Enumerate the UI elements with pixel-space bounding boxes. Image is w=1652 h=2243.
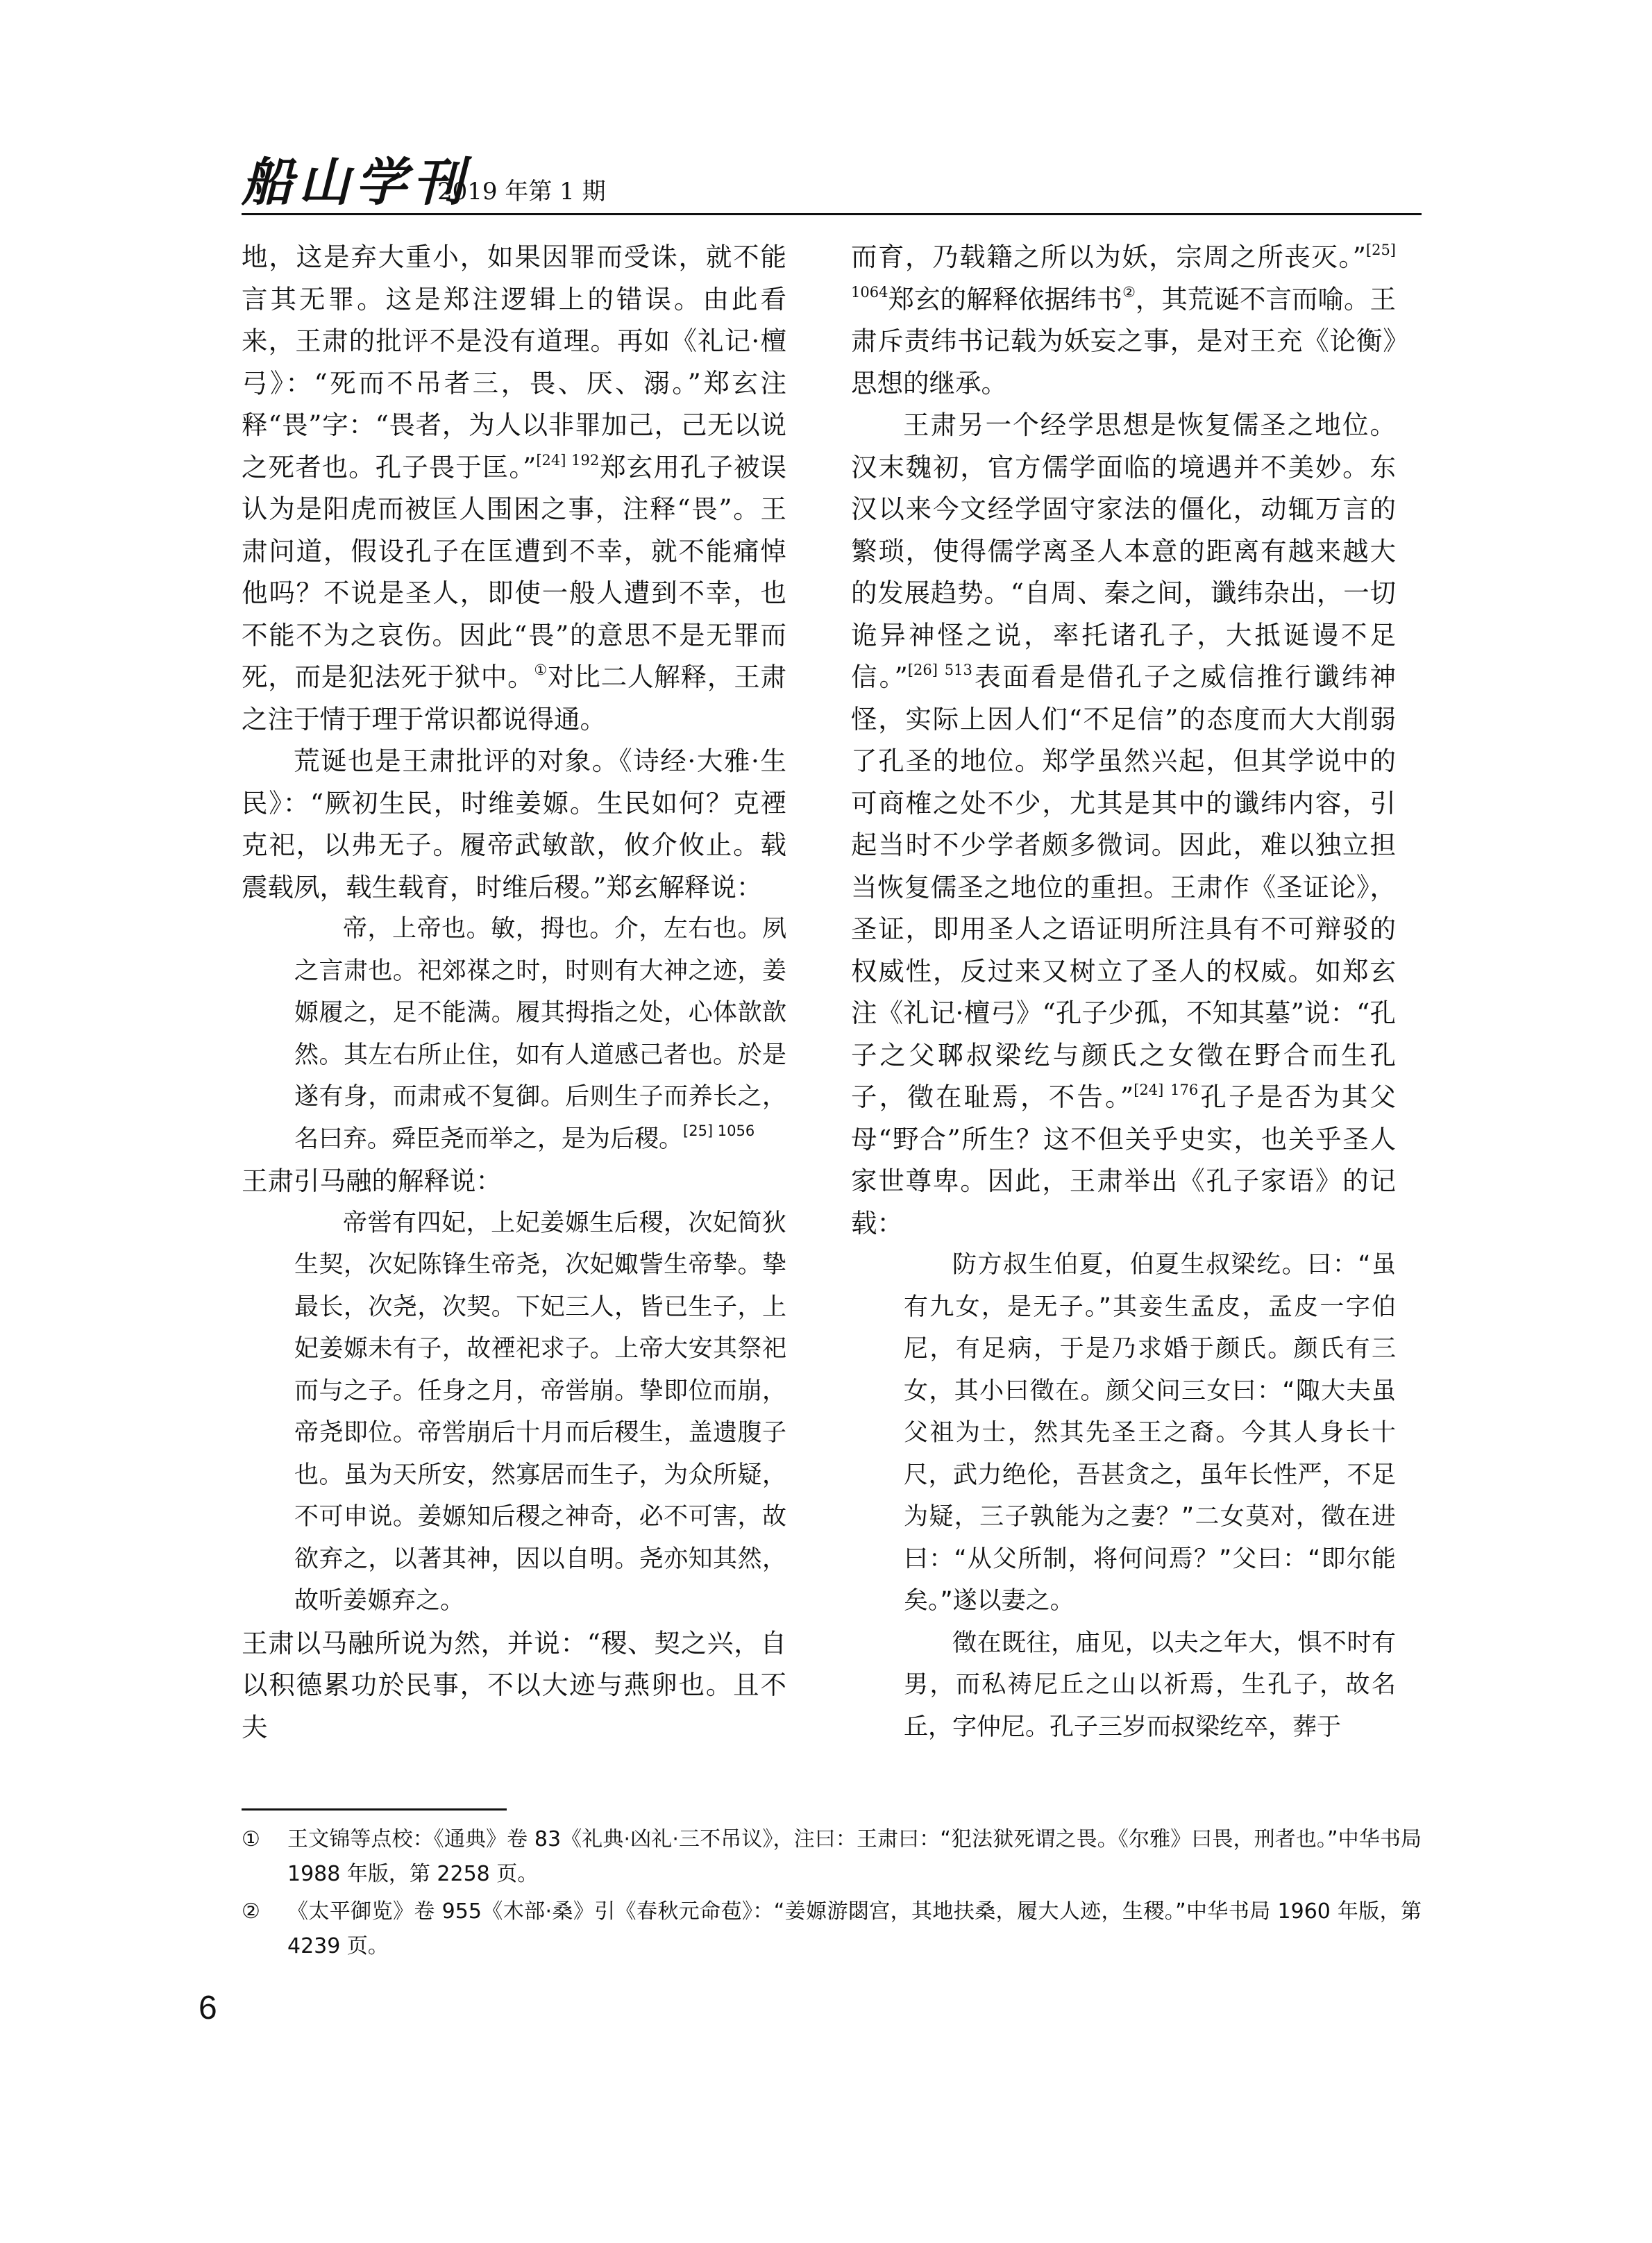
paragraph xyxy=(242,236,786,740)
citation-ref: [25] 1064 xyxy=(851,242,1396,301)
paragraph-text: 表面看是借孔子之威信推行谶纬神怪，实际上因人们“不足信”的态度而大大削弱了孔圣的地位。郑学虽然兴起，但其学说中的可商榷之处不少，尤其是其中的谶纬内容，引起当时不少学者颇多微词。因此，难以独立担当恢复儒圣之地位的重担。王肃作《圣证论》，圣证，即用圣人之语证明所注具有不可辩驳的权威性，反过来又树立了圣人的权威。如郑玄注《礼记·檀弓》“孔子少孤，不知其墓”说：“孔子之父郰叔梁纥与颜氏之女徵在野合而生孔子，徵在耻焉，不告。” xyxy=(851,662,1396,1112)
block-quote xyxy=(242,908,786,1160)
paragraph xyxy=(851,236,1396,404)
paragraph-text: ，其荒诞不言而喻。王肃斥责纬书记载为妖妄之事，是对王充《论衡》思想的继承。 xyxy=(851,283,1397,398)
paragraph: 王肃以马融所说为然，并说：“稷、契之兴，自以积德累功於民事，不以大迹与燕卵也。且不夫 xyxy=(242,1627,786,1742)
paragraph-text: 而育，乃载籍之所以为妖，宗周之所丧灭。” xyxy=(851,242,1366,272)
footnote-mark: ① xyxy=(242,1827,260,1851)
citation-ref: [24] 192 xyxy=(536,451,600,469)
paragraph xyxy=(851,404,1396,1244)
journal-logo: 船山学刊 xyxy=(242,153,469,212)
page-header xyxy=(242,147,1422,217)
paragraph-text: 对比二人解释，王肃之注于情于理于常识都说得通。 xyxy=(242,662,787,734)
footnote-text: 王文锦等点校：《通典》卷 83《礼典·凶礼·三不吊议》，注曰：王肃曰：“犯法狱死谓之畏。《尔雅》曰畏，刑者也。”中华书局 1988 年版，第 2258 页。 xyxy=(287,1827,1422,1886)
footnotes xyxy=(242,1822,1422,1967)
quote-text: 帝，上帝也。敏，拇也。介，左右也。夙之言肃也。祀郊禖之时，时则有大神之迹，姜嫄履之，足不能满。履其拇指之处，心体歆歆然。其左右所止住，如有人道感己者也。於是遂有身，而肃戒不复御。后则生子而养长之，名曰弃。舜臣尧而举之，是为后稷。 xyxy=(294,915,786,1153)
footnote-ref: ② xyxy=(1122,283,1136,301)
paragraph-text: 地，这是弃大重小，如果因罪而受诛，就不能言其无罪。这是郑注逻辑上的错误。由此看来，王肃的批评不是没有道理。再如《礼记·檀弓》：“死而不吊者三，畏、厌、溺。”郑玄注释“畏”字：“畏者，为人以非罪加己，己无以说之死者也。孔子畏于匡。” xyxy=(242,242,786,482)
paragraph-text: 郑玄用孔子被误认为是阳虎而被匡人围困之事，注释“畏”。王肃问道，假设孔子在匡遭到不幸，就不能痛悼他吗？不说是圣人，即使一般人遭到不幸，也不能不为之哀伤。因此“畏”的意思不是无罪而死，而是犯法死于狱中。 xyxy=(242,451,786,692)
block-quote: 防方叔生伯夏，伯夏生叔梁纥。曰：“虽有九女，是无子。”其妾生孟皮，孟皮一字伯尼，有足病，于是乃求婚于颜氏。颜氏有三女，其小曰徵在。颜父问三女曰：“陬大夫虽父祖为士，然其先圣王之裔。今其人身长十尺，武力绝伦，吾甚贪之，虽年长性严，不足为疑，三子孰能为之妻？”二女莫对，徵在进曰：“从父所制，将何问焉？”父曰：“即尔能矣。”遂以妻之。 xyxy=(904,1251,1396,1615)
footnote-mark: ② xyxy=(242,1899,260,1924)
paragraph-text: 孔子是否为其父母“野合”所生？这不但关乎史实，也关乎圣人家世尊卑。因此，王肃举出《孔子家语》的记载： xyxy=(851,1082,1396,1238)
paragraph: 王肃引马融的解释说： xyxy=(242,1166,502,1196)
block-quote: 帝喾有四妃，上妃姜嫄生后稷，次妃简狄生契，次妃陈锋生帝尧，次妃娵訾生帝挚。挚最长，次尧，次契。下妃三人，皆已生子，上妃姜嫄未有子，故禋祀求子。上帝大安其祭祀而与之子。任身之月，帝喾崩。挚即位而崩，帝尧即位。帝喾崩后十月而后稷生，盖遗腹子也。虽为天所安，然寡居而生子，为众所疑，不可申说。姜嫄知后稷之神奇，必不可害，故欲弃之，以著其神，因以自明。尧亦知其然，故听姜嫄弃之。 xyxy=(294,1209,786,1615)
paragraph: 荒诞也是王肃批评的对象。《诗经·大雅·生民》：“厥初生民，时维姜嫄。生民如何？克禋克祀，以弗无子。履帝武敏歆，攸介攸止。载震载夙，载生载育，时维后稷。”郑玄解释说： xyxy=(242,746,786,902)
footnote-text: 《太平御览》卷 955《木部·桑》引《春秋元命苞》：“姜嫄游閟宫，其地扶桑，履大人迹，生稷。”中华书局 1960 年版，第 4239 页。 xyxy=(287,1899,1422,1958)
issue-label: 2019 年第 1 期 xyxy=(437,178,606,205)
footnote xyxy=(242,1895,1422,1964)
header-rule xyxy=(242,213,1422,215)
left-column xyxy=(242,236,786,1748)
citation-ref: [25] 1056 xyxy=(683,1122,755,1139)
paragraph-text: 王肃另一个经学思想是恢复儒圣之地位。汉末魏初，官方儒学面临的境遇并不美妙。东汉以来今文经学固守家法的僵化，动辄万言的繁琐，使得儒学离圣人本意的距离有越来越大的发展趋势。“自周、秦之间，谶纬杂出，一切诡异神怪之说，率托诸孔子，大抵诞谩不足信。” xyxy=(851,410,1396,692)
right-column xyxy=(851,236,1396,1748)
paragraph-text: 郑玄的解释依据纬书 xyxy=(888,283,1123,314)
citation-ref: [24] 176 xyxy=(1133,1082,1199,1098)
footnote xyxy=(242,1822,1422,1892)
page-number: 6 xyxy=(199,1990,217,2026)
footnote-rule xyxy=(242,1808,507,1811)
citation-ref: [26] 513 xyxy=(907,662,972,678)
block-quote: 徵在既往，庙见，以夫之年大，惧不时有男，而私祷尼丘之山以祈焉，生孔子，故名丘，字仲尼。孔子三岁而叔梁纥卒，葬于 xyxy=(904,1629,1396,1741)
footnote-ref: ① xyxy=(534,662,548,678)
